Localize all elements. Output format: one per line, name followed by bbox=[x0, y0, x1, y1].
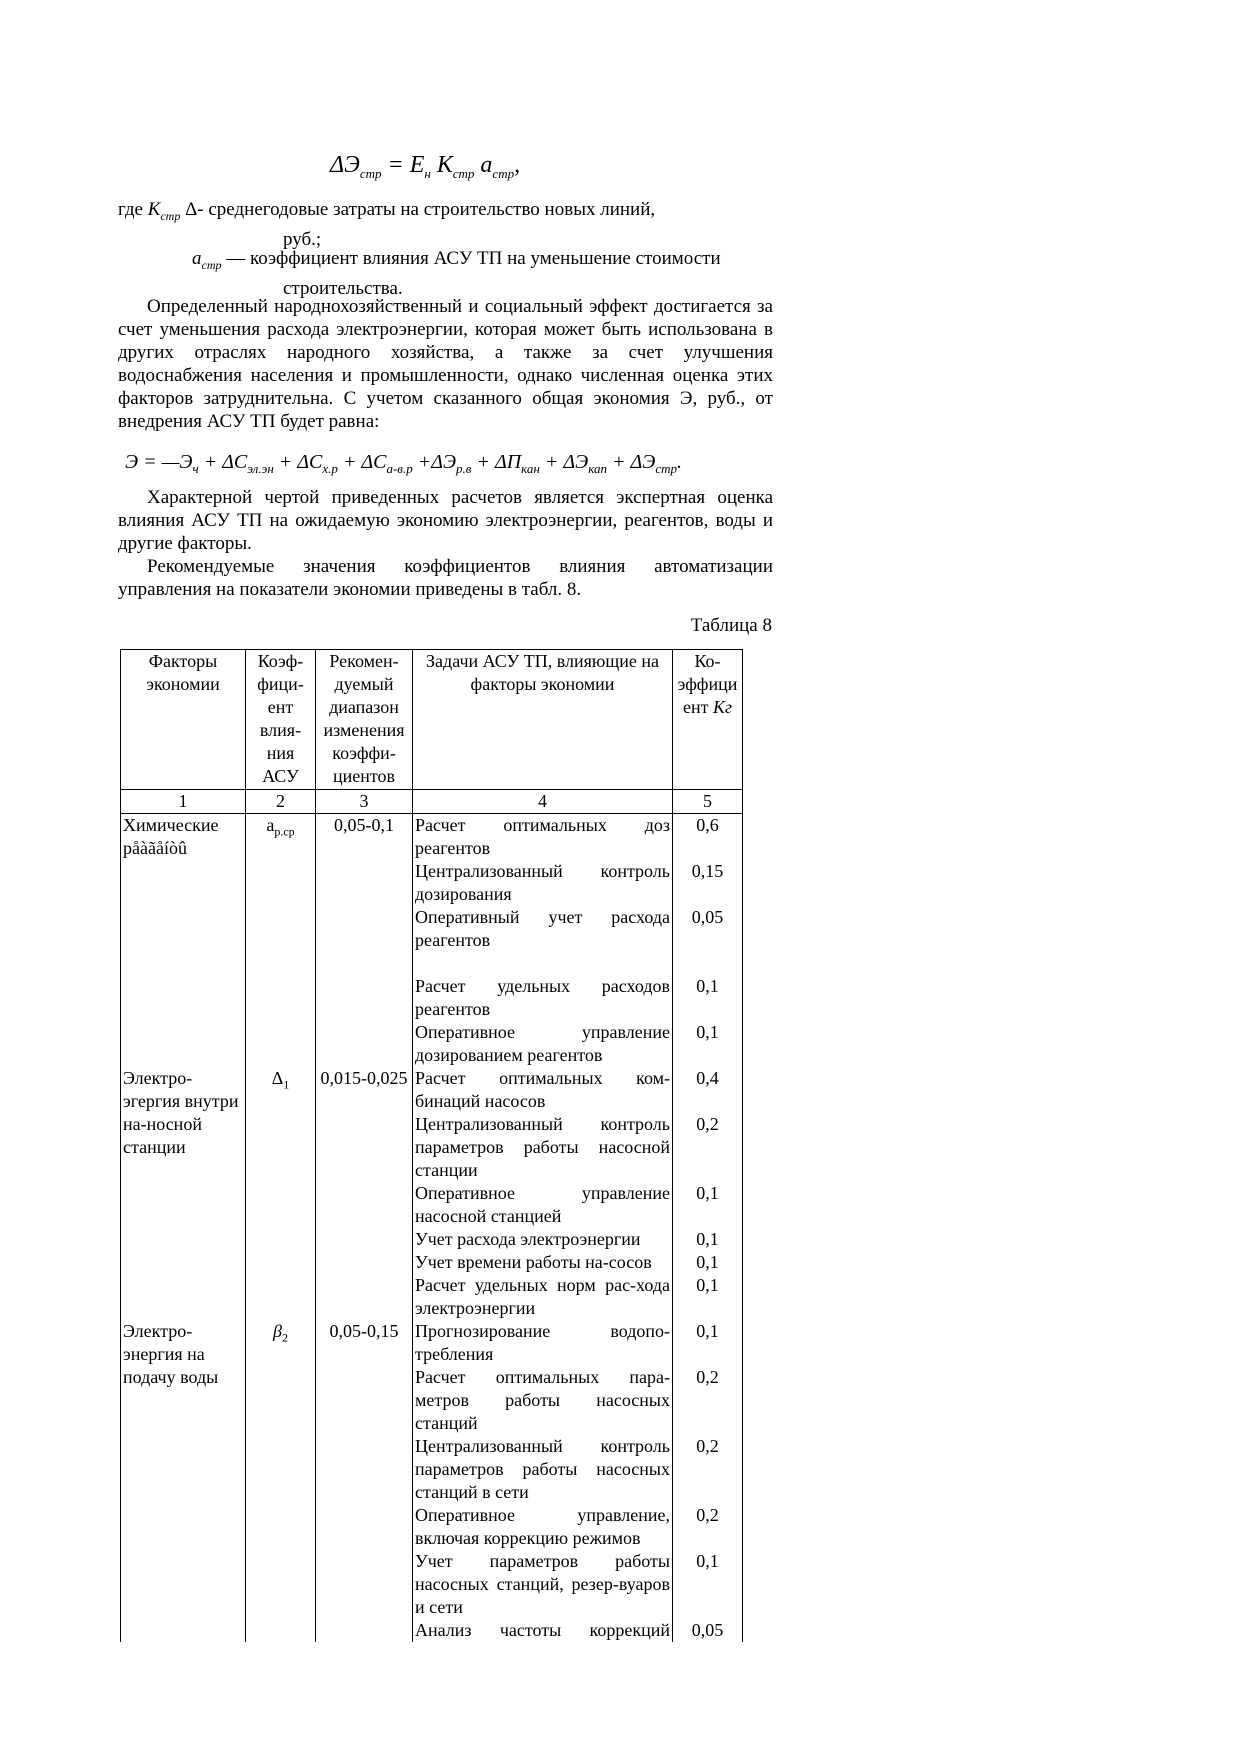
range-group2: 0,015-0,025 bbox=[316, 1067, 413, 1320]
coefficients-table bbox=[120, 649, 743, 1642]
coef-a-rsr: $а_{р.ср}$ bbox=[246, 814, 316, 1068]
factor-energy-water-supply: Электро-энергия на подачу воды bbox=[121, 1320, 246, 1642]
column-number-1: 1 bbox=[121, 790, 246, 814]
formula-total-savings: $Э = —Э_ч + \Delta С_{эл.эн} + \Delta С_{х.р} + \Delta С_{а-в.р} +\Delta Э_{р.в} + \Delta П_{кан} + \Delta Э_{кап} + \Delta Э_{стр}$. bbox=[125, 451, 682, 476]
table-row bbox=[121, 814, 743, 861]
header-factors: Факторы экономии bbox=[121, 650, 246, 790]
kg-cell: 0,05 bbox=[673, 1619, 743, 1642]
definition-k-str: где $К_{стр}$ Δ- среднегодовые затраты на строительство новых линий, руб.; bbox=[118, 199, 656, 250]
task-cell: Расчет оптимальных доз реагентов bbox=[413, 814, 673, 861]
kg-cell: 0,2 bbox=[673, 1366, 743, 1435]
kg-cell: 0,1 bbox=[673, 975, 743, 1021]
task-cell: Оперативное управление дозированием реагентов bbox=[413, 1021, 673, 1067]
kg-cell: 0,1 bbox=[673, 1274, 743, 1320]
header-tasks: Задачи АСУ ТП, влияющие на факторы экономии bbox=[413, 650, 673, 790]
kg-cell: 0,1 bbox=[673, 1021, 743, 1067]
table-caption: Таблица 8 bbox=[690, 615, 772, 636]
kg-cell: 0,1 bbox=[673, 1182, 743, 1228]
task-cell: Прогнозирование водопо-требления bbox=[413, 1320, 673, 1366]
table-row bbox=[121, 1320, 743, 1366]
task-cell: Учет параметров работы насосных станций, резер-вуаров и сети bbox=[413, 1550, 673, 1619]
kg-cell: 0,1 bbox=[673, 1251, 743, 1274]
task-cell: Расчет удельных расходов реагентов bbox=[413, 975, 673, 1021]
kg-cell: 0,1 bbox=[673, 1320, 743, 1366]
task-cell: Оперативное управление насосной станцией bbox=[413, 1182, 673, 1228]
task-cell: Расчет оптимальных пара-метров работы насосных станций bbox=[413, 1366, 673, 1435]
header-kg: Ко-эффици ент Кг bbox=[673, 650, 743, 790]
range-group3: 0,05-0,15 bbox=[316, 1320, 413, 1642]
task-cell: Централизованный контроль дозирования bbox=[413, 860, 673, 906]
header-range: Рекомен-дуемый диапазон изменения коэффи-циентов bbox=[316, 650, 413, 790]
kg-cell: 0,4 bbox=[673, 1067, 743, 1113]
task-cell: Оперативное управление, включая коррекцию режимов bbox=[413, 1504, 673, 1550]
column-number-2: 2 bbox=[246, 790, 316, 814]
column-number-3: 3 bbox=[316, 790, 413, 814]
task-cell: Анализ частоты коррекций bbox=[413, 1619, 673, 1642]
task-cell: Расчет удельных норм рас-хода электроэнергии bbox=[413, 1274, 673, 1320]
header-coefficient: Коэф-фици-ент влия-ния АСУ bbox=[246, 650, 316, 790]
formula-construction-savings: $\Delta Э_{стр} = Е_н$ $К_{стр}$ $а_{стр}$, bbox=[330, 152, 521, 181]
kg-cell: 0,2 bbox=[673, 1113, 743, 1182]
task-cell: Централизованный контроль параметров работы насосных станций в сети bbox=[413, 1435, 673, 1504]
column-number-5: 5 bbox=[673, 790, 743, 814]
paragraph-expert-evaluation: Характерной чертой приведенных расчетов является экспертная оценка влияния АСУ ТП на ожидаемую экономию электроэнергии, реагентов, воды и другие факторы. bbox=[118, 487, 773, 554]
task-cell: Оперативный учет расхода реагентов bbox=[413, 906, 673, 952]
kg-cell: 0,2 bbox=[673, 1504, 743, 1550]
definition-a-str: $а_{стр}$ — коэффициент влияния АСУ ТП на уменьшение стоимости строительства. bbox=[192, 248, 721, 299]
paragraph-effect: Определенный народнохозяйственный и социальный эффект достигается за счет уменьшения расхода электроэнергии, которая может быть использована в других отраслях народного хозяйства, а также за счет улучшения водоснабжения населения и промышленности, однако численная оценка этих факторов затруднительна. С учетом сказанного общая экономия Э, руб., от внедрения АСУ ТП будет равна: bbox=[118, 296, 773, 432]
column-number-4: 4 bbox=[413, 790, 673, 814]
factor-chemical-reagents: Химические рåàãåíòû bbox=[121, 814, 246, 1068]
paragraph-recommended-values: Рекомендуемые значения коэффициентов влияния автоматизации управления на показатели экономии приведены в табл. 8. bbox=[118, 556, 773, 600]
kg-cell: 0,6 bbox=[673, 814, 743, 861]
kg-cell: 0,2 bbox=[673, 1435, 743, 1504]
task-cell: Централизованный контроль параметров работы насосной станции bbox=[413, 1113, 673, 1182]
kg-cell: 0,15 bbox=[673, 860, 743, 906]
kg-cell: 0,1 bbox=[673, 1228, 743, 1251]
range-group1: 0,05-0,1 bbox=[316, 814, 413, 1068]
kg-cell: 0,05 bbox=[673, 906, 743, 952]
factor-energy-pump-station: Электро-эгергия внутри на-носной станции bbox=[121, 1067, 246, 1320]
coef-beta-2: $\beta_2$ bbox=[246, 1320, 316, 1642]
kg-cell: 0,1 bbox=[673, 1550, 743, 1619]
table-row bbox=[121, 1067, 743, 1113]
task-cell: Расчет оптимальных ком-бинаций насосов bbox=[413, 1067, 673, 1113]
task-cell: Учет времени работы на-сосов bbox=[413, 1251, 673, 1274]
task-cell: Учет расхода электроэнергии bbox=[413, 1228, 673, 1251]
coef-delta-1: $\Delta_1$ bbox=[246, 1067, 316, 1320]
